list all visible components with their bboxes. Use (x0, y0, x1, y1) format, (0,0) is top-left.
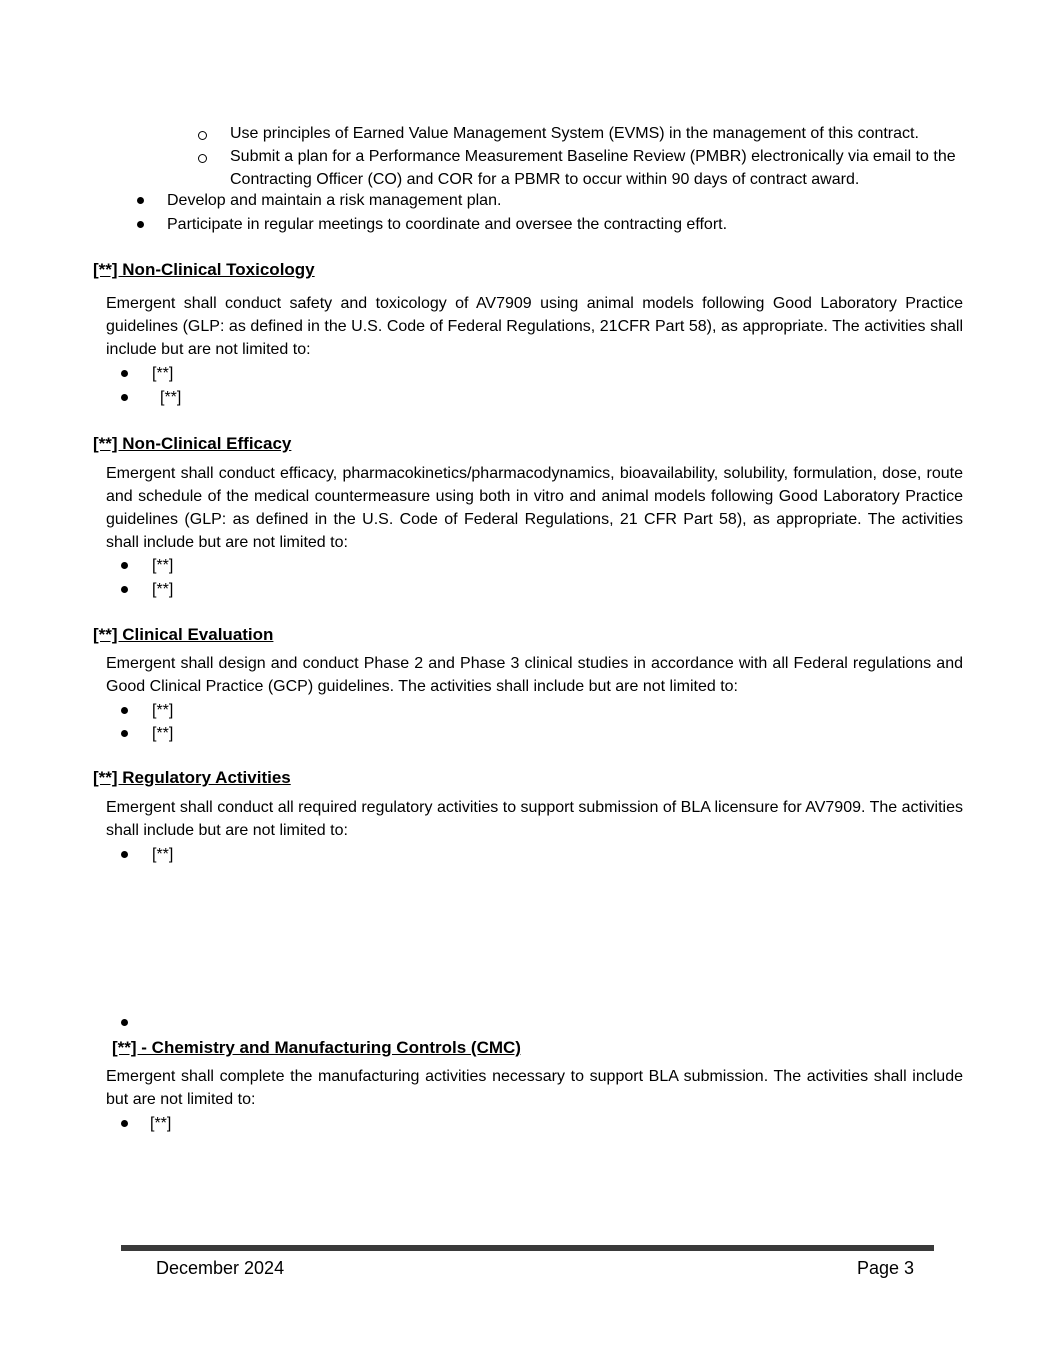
bullet-icon (121, 1019, 128, 1026)
section-body: Emergent shall complete the manufacturing activities necessary to support BLA submission. The activities shall include but are not limited to: (106, 1068, 963, 1108)
list-item: Develop and maintain a risk management plan. (167, 192, 502, 209)
bullet-icon (121, 707, 128, 714)
list-item: Use principles of Earned Value Management System (EVMS) in the management of this contract. (230, 125, 919, 142)
section-heading: [**] Non-Clinical Efficacy (93, 434, 292, 453)
section-body: Emergent shall conduct efficacy, pharmacokinetics/pharmacodynamics, bioavailability, solubility, formulation, dose, route and schedule of the medical countermeasure using both in vitro and animal models following Good Laboratory Practice guidelines (GLP: as defined in the U.S. Code of Federal Regulations, 21 CFR Part 58), as appropriate. The activities shall include but are not limited to: (106, 465, 963, 551)
list-item: [**] (152, 581, 174, 598)
section-heading: [**] Clinical Evaluation (93, 625, 274, 644)
bullet-icon (121, 562, 128, 569)
list-item: [**] (152, 725, 174, 742)
footer-rule (121, 1245, 934, 1251)
list-item: [**] (152, 365, 174, 382)
bullet-icon (121, 851, 128, 858)
sub-bullet-icon (197, 122, 209, 145)
section-body: Emergent shall design and conduct Phase 2 and Phase 3 clinical studies in accordance with all Federal regulations and Good Clinical Practice (GCP) guidelines. The activities shall include but are not limited to: (106, 655, 963, 695)
section-body: Emergent shall conduct all required regulatory activities to support submission of BLA licensure for AV7909. The activities shall include but are not limited to: (106, 799, 963, 839)
page-number: Page 3 (857, 1258, 915, 1278)
list-item: [**] (152, 702, 174, 719)
list-item: [**] (152, 846, 174, 863)
bullet-icon (121, 370, 128, 377)
section-heading: [**] Non-Clinical Toxicology (93, 260, 315, 279)
bullet-icon (137, 221, 144, 228)
list-item: [**] (160, 389, 182, 406)
sub-bullet-icon (197, 145, 209, 168)
list-item: Participate in regular meetings to coordinate and oversee the contracting effort. (167, 216, 728, 233)
bullet-icon (121, 1120, 128, 1127)
bullet-icon (137, 197, 144, 204)
section-body: Emergent shall conduct safety and toxicology of AV7909 using animal models following Good Laboratory Practice guidelines (GLP: as defined in the U.S. Code of Federal Regulations, 21CFR Part 58), as appropriate. The activities shall include but are not limited to: (106, 295, 963, 358)
bullet-icon (121, 730, 128, 737)
section-heading: [**] Regulatory Activities (93, 768, 291, 787)
list-item: [**] (150, 1115, 172, 1132)
list-item: [**] (152, 557, 174, 574)
bullet-icon (121, 394, 128, 401)
footer-date: December 2024 (156, 1258, 285, 1278)
bullet-icon (121, 586, 128, 593)
list-item: Submit a plan for a Performance Measurement Baseline Review (PMBR) electronically via email to the Contracting Officer (CO) and COR for a PBMR to occur within 90 days of contract award. (230, 148, 956, 188)
section-heading: [**] - Chemistry and Manufacturing Controls (CMC) (112, 1038, 521, 1057)
